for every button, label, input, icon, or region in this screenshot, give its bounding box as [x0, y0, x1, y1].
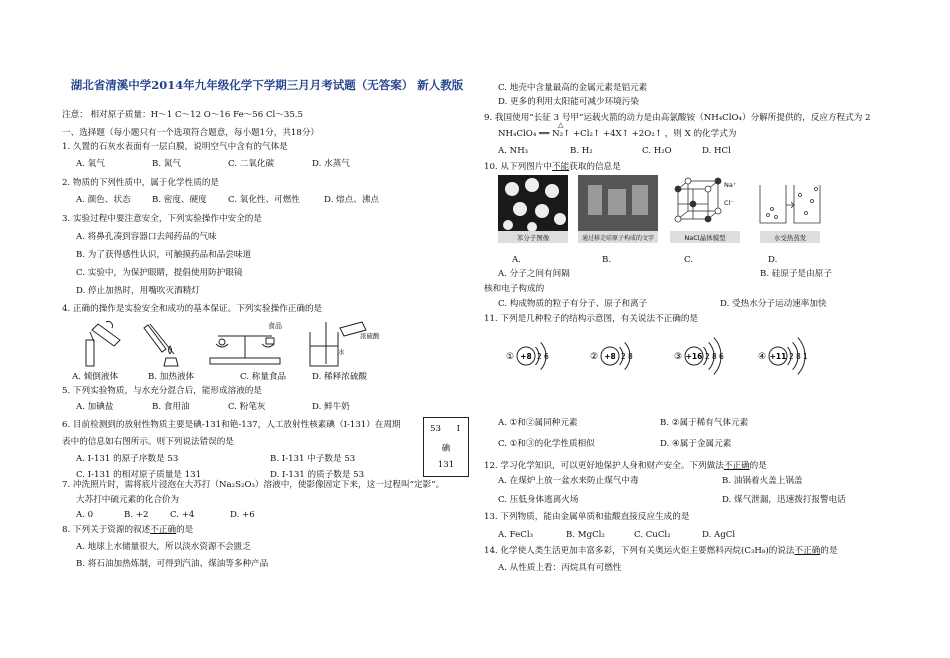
q7-option-d: D. +6 — [230, 510, 255, 520]
dilution-figure — [310, 322, 366, 366]
q9-option-b: B. H₂ — [570, 146, 593, 156]
q1-option-d: D. 水蒸气 — [312, 159, 350, 169]
q6-line-1: 6. 目前检测到的放射性物质主要是碘-131和铯-137，人工放射性核素碘（I-131）在周期 — [62, 420, 401, 430]
atomic-number: 53 — [430, 424, 441, 434]
iodine-element-box — [423, 417, 469, 477]
caption-water: 水受热蒸发 — [773, 234, 807, 242]
q7-option-b: B. +2 — [124, 510, 149, 520]
q11-atom-diagrams — [504, 330, 844, 386]
q6-option-a: A. I-131 的原子序数是 53 — [76, 454, 179, 464]
q10-stem — [484, 163, 621, 172]
q10-label-a: A. — [512, 255, 521, 265]
q6-option-d: D. I-131 的质子数是 53 — [270, 470, 365, 480]
q13-stem: 13. 下列物质，能由金属单质和盐酸直接反应生成的是 — [484, 512, 690, 522]
q12-option-a: A. 在煤炉上放一盆水来防止煤气中毒 — [498, 476, 639, 486]
q10-stem-text: 10. 从下列图片中 — [484, 162, 552, 172]
element-symbol: I — [456, 424, 460, 434]
q1-option-a: A. 氧气 — [76, 159, 105, 169]
section-heading: 一、选择题（每小题只有一个选项符合题意，每小题1分，共18分） — [62, 128, 320, 138]
electron-count: 2 — [789, 352, 794, 361]
q14-stem-end: 的是 — [820, 546, 838, 556]
q4-options — [72, 373, 367, 382]
q9-option-c: C. H₂O — [642, 146, 672, 156]
q13-options — [498, 531, 735, 540]
q10-image-labels — [512, 256, 777, 265]
caption-nacl: NaCl晶体模型 — [684, 234, 726, 242]
q10-stem-emphasis: 不能 — [551, 162, 570, 172]
q5-option-d: D. 鲜牛奶 — [312, 402, 350, 412]
q12-stem — [484, 462, 767, 471]
water-evaporation-image — [760, 185, 820, 223]
atom-index: ② — [590, 352, 599, 362]
q5-stem: 5. 下列实验物质，与水充分混合后，能形成溶液的是 — [62, 386, 262, 396]
q10-label-b: B. — [602, 255, 612, 265]
q4-option-a: A. 倾倒液体 — [72, 372, 119, 382]
atom-diagram — [674, 338, 724, 375]
q2-option-d: D. 熔点、沸点 — [324, 195, 380, 205]
q10-option-a: A. 分子之间有间隔 — [498, 269, 570, 279]
q3-option-c: C. 实验中，为保护眼睛，提倡使用防护眼镜 — [76, 268, 243, 278]
q5-option-b: B. 食用油 — [152, 402, 190, 412]
atom-diagram — [758, 338, 808, 375]
benzene-image — [498, 175, 568, 243]
q5-option-c: C. 粉笔灰 — [228, 402, 266, 412]
q1-options — [76, 160, 350, 169]
q10-label-c: C. — [684, 255, 694, 265]
atom-index: ③ — [674, 352, 683, 362]
q8-stem — [62, 526, 193, 535]
q7-option-a: A. 0 — [76, 510, 94, 520]
balance-figure — [210, 336, 280, 364]
q9-options — [498, 147, 731, 156]
electron-count: 1 — [803, 352, 808, 361]
caption-benzene: 苯分子图像 — [516, 234, 550, 242]
electron-count: 2 — [705, 352, 710, 361]
q8-stem-emphasis: 不正确 — [150, 525, 177, 535]
q7-line-1: 7. 冲洗照片时，需将底片浸泡在大苏打（Na₂S₂O₃）溶液中，使影像固定下来，这一过程叫“定影”。 — [62, 480, 445, 490]
q11-option-d: D. ④属于金属元素 — [660, 439, 732, 449]
q9-heat-condition: △ — [558, 121, 564, 129]
q12-stem-text: 12. 学习化学知识，可以更好地保护人身和财产安全。下列做法 — [484, 461, 724, 471]
q13-option-d: D. AgCl — [702, 530, 736, 540]
q4-lab-figures — [70, 318, 390, 370]
q3-stem: 3. 实验过程中要注意安全，下列实验操作中安全的是 — [62, 214, 262, 224]
q11-option-b: B. ②属于稀有气体元素 — [660, 418, 749, 428]
electron-count: 2 — [621, 352, 626, 361]
q14-stem — [484, 547, 837, 556]
q7-option-c: C. +4 — [170, 510, 195, 520]
q5-option-a: A. 加碘盐 — [76, 402, 114, 412]
q9-option-d: D. HCl — [702, 146, 731, 156]
q4-food-label: 食品 — [268, 322, 282, 330]
heating-figure — [144, 324, 178, 366]
q6-option-b: B. I-131 中子数是 53 — [270, 454, 356, 464]
q2-options — [76, 196, 379, 205]
q6-option-c: C. I-131 的相对原子质量是 131 — [76, 470, 202, 480]
q10-option-c: C. 构成物质的粒子有分子、原子和离子 — [498, 299, 648, 309]
q8-option-c: C. 地壳中含量最高的金属元素是铝元素 — [498, 83, 648, 93]
nuclear-charge: +8 — [604, 352, 616, 361]
atom-diagram — [506, 342, 549, 369]
q12-option-c: C. 压低身体逃离火场 — [498, 495, 579, 505]
caption-silicon: 通过移走硅原子构成的文字 — [581, 235, 655, 242]
nuclear-charge: +8 — [520, 352, 532, 361]
electron-count: 6 — [719, 352, 724, 361]
q9-option-a: A. NH₃ — [498, 146, 529, 156]
q10-option-b-cont: 核和电子构成的 — [484, 284, 545, 294]
q10-figures — [498, 175, 838, 245]
page-title: 湖北省清溪中学2014年九年级化学下学期三月月考试题（无答案） 新人教版 — [70, 78, 464, 92]
silicon-text-image — [578, 175, 658, 243]
q14-option-a: A. 从性质上看：丙烷具有可燃性 — [498, 563, 622, 573]
q10-option-d: D. 受热水分子运动速率加快 — [720, 299, 827, 309]
q13-option-b: B. MgCl₂ — [566, 530, 605, 540]
electron-count: 8 — [796, 352, 801, 361]
q8-option-a: A. 地球上水储量很大，所以淡水资源不会匮乏 — [76, 542, 251, 552]
na-ion-label: Na⁺ — [724, 181, 737, 189]
q3-option-a: A. 将鼻孔凑到容器口去闻药品的气味 — [76, 232, 217, 242]
q11-stem: 11. 下列是几种粒子的结构示意图，有关说法不正确的是 — [484, 314, 699, 324]
q12-stem-emphasis: 不正确 — [723, 461, 750, 471]
q9-line-2: NH₄ClO₄ ══ N₂↑ +Cl₂↑ +4X↑ +2O₂↑ ，则 X 的化学式为 — [498, 129, 737, 139]
q12-option-d: D. 煤气泄漏，迅速拨打报警电话 — [722, 495, 846, 505]
q4-acid-label: 浓硫酸 — [360, 332, 380, 340]
q13-option-c: C. CuCl₂ — [634, 530, 671, 540]
q10-stem-end: 获取的信息是 — [569, 162, 621, 172]
q4-stem: 4. 正确的操作是实验安全和成功的基本保证。下列实验操作正确的是 — [62, 304, 323, 314]
q3-option-d: D. 停止加热时，用嘴吹灭酒精灯 — [76, 286, 200, 296]
electron-count: 8 — [712, 352, 717, 361]
q7-options — [76, 511, 255, 520]
q4-option-d: D. 稀释浓硫酸 — [312, 372, 368, 382]
nuclear-charge: +11 — [769, 352, 787, 361]
q8-stem-text: 8. 下列关于资源的叙述 — [62, 525, 151, 535]
atom-diagram — [590, 342, 633, 369]
atom-index: ① — [506, 352, 515, 362]
atom-index: ④ — [758, 352, 767, 362]
electron-count: 8 — [628, 352, 633, 361]
q12-option-b: B. 油锅着火盖上锅盖 — [722, 476, 803, 486]
q2-option-a: A. 颜色、状态 — [76, 195, 131, 205]
q14-stem-emphasis: 不正确 — [794, 546, 821, 556]
q8-option-d: D. 更多的利用太阳能可减少环境污染 — [498, 97, 639, 107]
cl-ion-label: Cl⁻ — [724, 199, 734, 207]
q1-option-c: C. 二氧化碳 — [228, 159, 275, 169]
q11-option-a: A. ①和②属同种元素 — [498, 418, 578, 428]
q2-option-b: B. 密度、硬度 — [152, 195, 207, 205]
q3-option-b: B. 为了获得感性认识，可触摸药品和品尝味道 — [76, 250, 252, 260]
q6-line-2: 表中的信息如右图所示。则下列说法错误的是 — [62, 437, 234, 447]
note-line: 注意： 相对原子质量：H～1 C～12 O～16 Fe～56 Cl～35.5 — [62, 110, 303, 120]
q2-stem: 2. 物质的下列性质中，属于化学性质的是 — [62, 178, 220, 188]
q11-option-c: C. ①和③的化学性质相似 — [498, 439, 595, 449]
q9-line-1: 9. 我国使用“长征 3 号甲”运载火箭的动力是由高氯酸铵（NH₄ClO₄）分解所提供的，反应方程式为 2 — [484, 113, 871, 123]
q14-stem-text: 14. 化学使人类生活更加丰富多彩，下列有关奥运火炬主要燃料丙烷(C₃H₈)的说法 — [484, 546, 795, 556]
q10-label-d: D. — [768, 255, 778, 265]
electron-count: 2 — [537, 352, 542, 361]
q4-water-label: 水 — [338, 348, 345, 356]
element-name: 碘 — [441, 444, 451, 454]
pouring-figure — [86, 321, 120, 366]
q4-option-c: C. 称量食品 — [240, 372, 287, 382]
q2-option-c: C. 氧化性、可燃性 — [228, 195, 300, 205]
q12-stem-end: 的是 — [749, 461, 767, 471]
q8-stem-end: 的是 — [176, 525, 194, 535]
electron-count: 6 — [544, 352, 549, 361]
q1-option-b: B. 氮气 — [152, 159, 181, 169]
q4-option-b: B. 加热液体 — [148, 372, 195, 382]
q13-option-a: A. FeCl₃ — [498, 530, 534, 540]
nuclear-charge: +16 — [685, 352, 703, 361]
q8-option-b: B. 将石油加热炼制，可得到汽油、煤油等多种产品 — [76, 559, 269, 569]
q7-line-2: 大苏打中硫元素的化合价为 — [76, 495, 180, 505]
nacl-crystal-image — [675, 178, 721, 222]
atomic-mass: 131 — [437, 460, 455, 470]
q10-option-b: B. 硅原子是由原子 — [760, 269, 832, 279]
q5-options — [76, 403, 350, 412]
q1-stem: 1. 久置的石灰水表面有一层白膜，说明空气中含有的气体是 — [62, 142, 288, 152]
